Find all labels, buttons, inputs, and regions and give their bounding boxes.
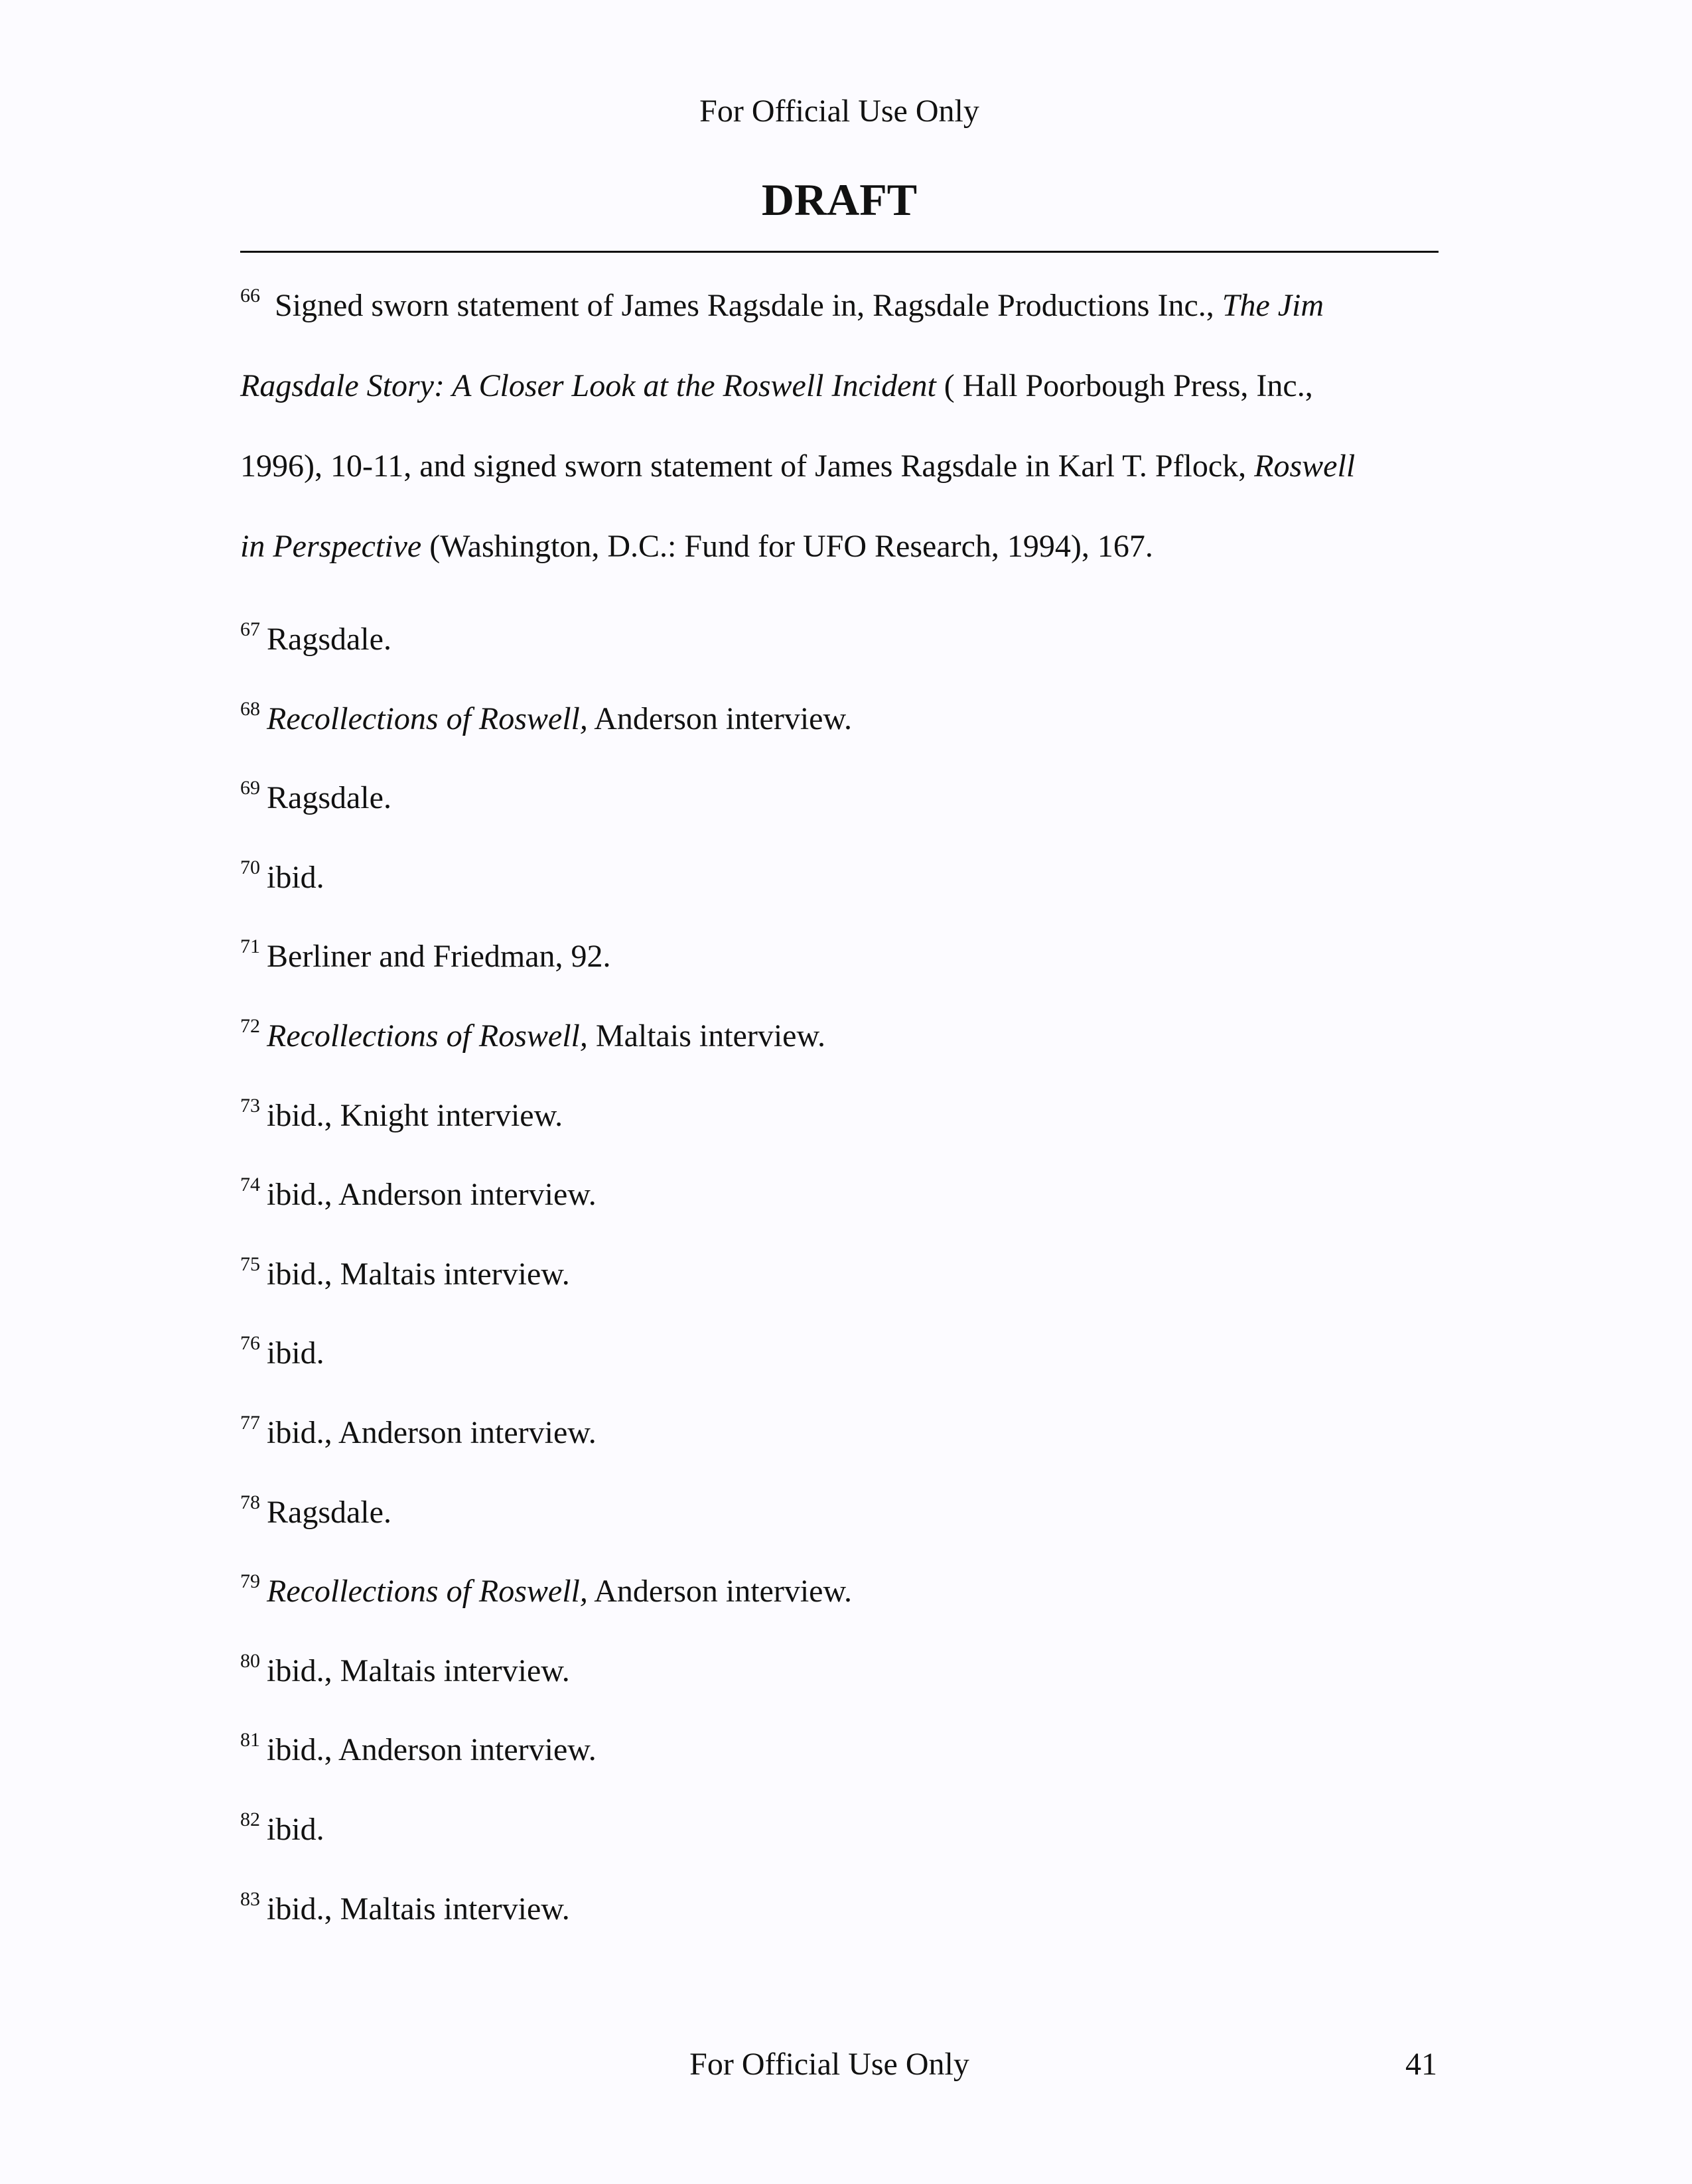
footnote-text: Ragsdale. <box>267 780 391 815</box>
footnote-text: 1996), 10-11, and signed sworn statement of James Ragsdale in Karl T. Pflock, <box>240 448 1255 484</box>
footnote-number: 79 <box>240 1570 260 1592</box>
page-number: 41 <box>1405 2047 1437 2082</box>
footnote-text: Ragsdale. <box>267 622 391 657</box>
footnote-title: Roswell <box>1254 448 1356 484</box>
footnote-number: 77 <box>240 1412 260 1434</box>
footnote-number: 73 <box>240 1095 260 1117</box>
footnote-title: The Jim <box>1222 288 1324 323</box>
footnote-67 <box>240 618 391 657</box>
footnote-text: Anderson interview. <box>587 1574 853 1609</box>
header-rule <box>240 251 1439 253</box>
footnote-number: 74 <box>240 1174 260 1195</box>
footnote-text: ibid., Knight interview. <box>267 1098 563 1133</box>
footnote-number: 72 <box>240 1015 260 1037</box>
footnote-number: 68 <box>240 698 260 720</box>
footnote-text: Signed sworn statement of James Ragsdale in, Ragsdale Productions Inc., <box>275 288 1222 323</box>
footnote-text: Maltais interview. <box>587 1018 826 1054</box>
footnote-66 <box>240 265 1461 586</box>
footer-classification: For Official Use Only <box>689 2047 969 2082</box>
footnote-82 <box>240 1811 324 1848</box>
footnote-text: ibid., Maltais interview. <box>267 1257 570 1292</box>
footnote-71 <box>240 935 611 975</box>
footnote-66-line-1 <box>240 265 1461 346</box>
footnote-title: Recollections of Roswell, <box>267 1574 588 1609</box>
footnote-number: 71 <box>240 935 260 957</box>
footnote-66-line-3 <box>240 426 1461 506</box>
footnote-number: 83 <box>240 1888 260 1910</box>
footnote-number: 82 <box>240 1809 260 1830</box>
footnote-68 <box>240 698 853 737</box>
footnote-83 <box>240 1888 570 1927</box>
footnote-text: Ragsdale. <box>267 1495 391 1530</box>
footnote-text: ibid., Maltais interview. <box>267 1653 570 1688</box>
footnote-80 <box>240 1650 570 1689</box>
footnote-number: 81 <box>240 1729 260 1751</box>
footnote-75 <box>240 1253 570 1292</box>
footnote-text: Berliner and Friedman, 92. <box>267 939 611 974</box>
footnote-number: 70 <box>240 856 260 878</box>
footnote-number: 75 <box>240 1253 260 1275</box>
footnote-title: Recollections of Roswell, <box>267 701 588 736</box>
footnote-73 <box>240 1097 563 1134</box>
draft-heading: DRAFT <box>761 174 918 225</box>
header-classification: For Official Use Only <box>699 94 979 129</box>
footnote-81 <box>240 1729 597 1768</box>
footnote-76 <box>240 1332 324 1371</box>
footnote-text: ibid. <box>267 1335 324 1371</box>
footnote-text: ibid., Maltais interview. <box>267 1891 570 1927</box>
footnote-text: ibid., Anderson interview. <box>267 1415 597 1450</box>
footnote-number: 80 <box>240 1650 260 1672</box>
footnote-number: 67 <box>240 618 260 640</box>
footnote-66-line-2 <box>240 346 1461 426</box>
footnote-78 <box>240 1491 391 1531</box>
footnote-number: 78 <box>240 1491 260 1513</box>
footnote-79 <box>240 1570 853 1609</box>
footnote-77 <box>240 1414 597 1451</box>
footnote-title: in Perspective <box>240 529 422 564</box>
footnote-number: 66 <box>240 285 260 307</box>
footnote-69 <box>240 777 391 816</box>
footnote-text: ibid., Anderson interview. <box>267 1732 597 1767</box>
footnote-text: ibid., Anderson interview. <box>267 1177 597 1212</box>
footnote-74 <box>240 1176 597 1213</box>
footnote-text: Anderson interview. <box>587 701 853 736</box>
footnote-72 <box>240 1015 826 1054</box>
footnote-title: Ragsdale Story: A Closer Look at the Roswell Incident <box>240 368 936 403</box>
footnote-number: 69 <box>240 777 260 799</box>
footnote-70 <box>240 856 324 896</box>
footnote-text: (Washington, D.C.: Fund for UFO Research, 1994), 167. <box>421 529 1153 564</box>
footnote-title: Recollections of Roswell, <box>267 1018 588 1054</box>
footnote-text: ibid. <box>267 1812 324 1847</box>
footnote-66-line-4 <box>240 506 1461 586</box>
footnote-text: ( Hall Poorbough Press, Inc., <box>936 368 1313 403</box>
footnote-number: 76 <box>240 1332 260 1354</box>
footnote-text: ibid. <box>267 860 324 895</box>
